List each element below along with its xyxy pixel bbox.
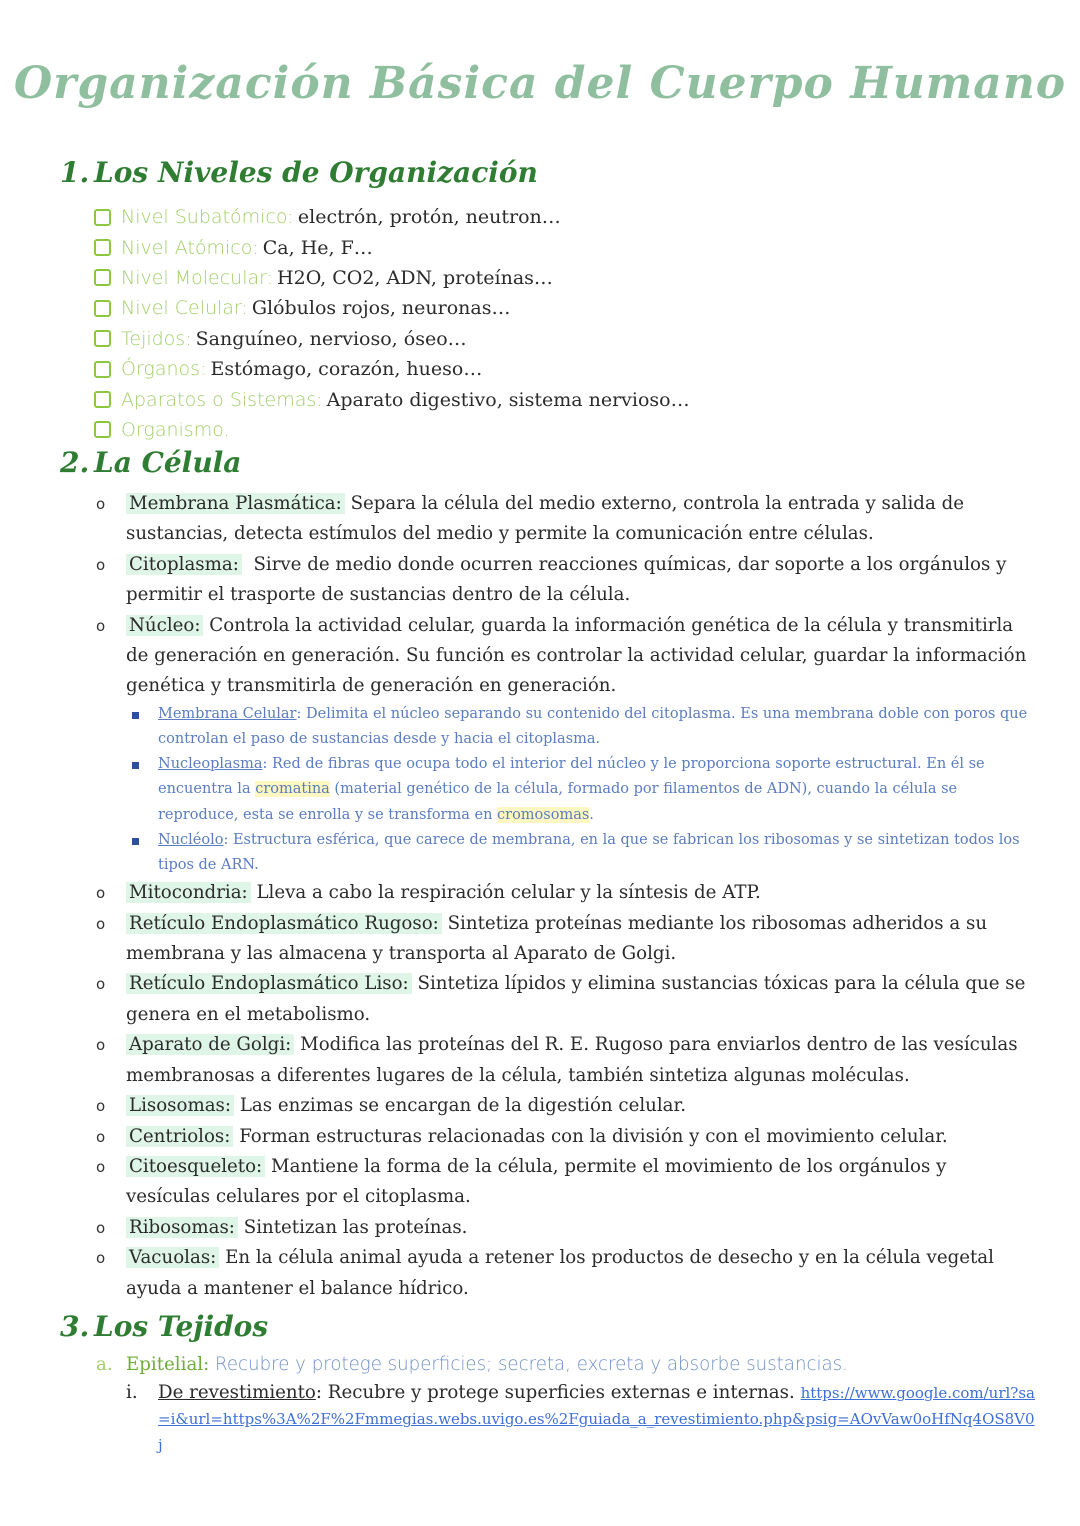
section-title: Los Tejidos xyxy=(94,1310,269,1343)
sub-definition: (material genético de la célula, formado por filamentos de ADN), cuando la célula se reproduce, esta se enrolla y se transforma en xyxy=(158,781,958,823)
bullet-icon: o xyxy=(96,884,106,903)
level-item xyxy=(94,202,690,232)
term: Vacuolas: xyxy=(126,1247,219,1268)
level-name: Nivel Subatómico: xyxy=(121,206,294,229)
square-bullet-icon xyxy=(132,762,139,769)
checkbox[interactable] xyxy=(94,300,111,317)
bullet-icon: o xyxy=(96,555,106,574)
term: Aparato de Golgi: xyxy=(126,1034,294,1055)
level-example: Glóbulos rojos, neuronas… xyxy=(251,297,511,320)
term: Mitocondria: xyxy=(126,882,251,903)
tissues-list xyxy=(96,1350,1036,1458)
term: Retículo Endoplasmático Rugoso: xyxy=(126,913,442,934)
section-heading-2 xyxy=(60,446,241,479)
list-item xyxy=(96,878,1036,908)
sub-item xyxy=(96,702,1036,752)
definition: Modifica las proteínas del R. E. Rugoso para enviarlos dentro de las vesículas membranosas a diferentes lugares de la célula, también sintetiza algunas moléculas. xyxy=(126,1034,1018,1086)
section-heading-3 xyxy=(60,1310,268,1343)
level-item xyxy=(94,293,690,323)
definition: Forman estructuras relacionadas con la división y con el movimiento celular. xyxy=(239,1125,948,1147)
tissue-subname: De revestimiento xyxy=(158,1382,316,1404)
section-title: La Célula xyxy=(94,446,242,479)
list-item xyxy=(96,1243,1036,1304)
square-bullet-icon xyxy=(132,712,139,719)
level-item xyxy=(94,263,690,293)
checkbox[interactable] xyxy=(94,391,111,408)
level-item xyxy=(94,384,690,414)
list-roman: i. xyxy=(126,1382,138,1404)
bullet-icon: o xyxy=(96,1157,106,1176)
term: Retículo Endoplasmático Liso: xyxy=(126,973,412,994)
reference-link[interactable]: https://www.google.com/url?sa=i&url=https%3A%2F%2Fmmegias.webs.uvigo.es%2Fguiada_a_revestimiento.php&psig=AOvVaw0oHfNq4OS8V0j xyxy=(158,1384,1035,1455)
sub-item xyxy=(96,828,1036,878)
page-title: Organización Básica del Cuerpo Humano xyxy=(13,58,1067,109)
level-item xyxy=(94,415,690,445)
level-name: Nivel Molecular: xyxy=(121,266,274,289)
term: Núcleo: xyxy=(126,615,203,636)
level-item xyxy=(94,324,690,354)
checkbox[interactable] xyxy=(94,209,111,226)
sub-term: Nucléolo xyxy=(158,831,224,848)
square-bullet-icon xyxy=(132,838,139,845)
levels-list xyxy=(94,202,690,445)
level-name: Organismo. xyxy=(121,418,230,441)
level-name: Nivel Celular: xyxy=(121,297,248,320)
bullet-icon: o xyxy=(96,1097,106,1116)
cell-list xyxy=(96,489,1036,1304)
checkbox[interactable] xyxy=(94,269,111,286)
checkbox[interactable] xyxy=(94,239,111,256)
tissue-subitem xyxy=(96,1380,1036,1458)
level-example: Sanguíneo, nervioso, óseo… xyxy=(195,327,467,350)
list-item xyxy=(96,611,1036,702)
bullet-icon: o xyxy=(96,914,106,933)
sub-item xyxy=(96,752,1036,828)
sub-term: Nucleoplasma xyxy=(158,756,263,773)
checkbox[interactable] xyxy=(94,421,111,438)
list-item xyxy=(96,1213,1036,1243)
checkbox[interactable] xyxy=(94,361,111,378)
list-item xyxy=(96,1091,1036,1121)
list-item xyxy=(96,1030,1036,1091)
level-name: Órganos: xyxy=(121,358,207,381)
level-item xyxy=(94,232,690,262)
level-name: Nivel Atómico: xyxy=(121,236,259,259)
term: Ribosomas: xyxy=(126,1217,238,1238)
list-item xyxy=(96,1122,1036,1152)
term: Citoesqueleto: xyxy=(126,1156,265,1177)
bullet-icon: o xyxy=(96,1127,106,1146)
bullet-icon: o xyxy=(96,1036,106,1055)
definition: Lleva a cabo la respiración celular y la síntesis de ATP. xyxy=(256,882,761,904)
list-item xyxy=(96,1152,1036,1213)
list-item xyxy=(96,550,1036,611)
sub-definition: . xyxy=(589,806,594,823)
bullet-icon: o xyxy=(96,975,106,994)
list-letter: a. xyxy=(96,1354,113,1375)
level-name: Aparatos o Sistemas: xyxy=(121,388,323,411)
tissue-description: Recubre y protege superficies; secreta, excreta y absorbe sustancias. xyxy=(215,1354,848,1375)
section-heading-1 xyxy=(60,156,538,189)
sub-term: Membrana Celular xyxy=(158,705,297,722)
checkbox[interactable] xyxy=(94,330,111,347)
definition: En la célula animal ayuda a retener los productos de desecho y en la célula vegetal ayuda a mantener el balance hídrico. xyxy=(126,1247,994,1299)
highlight-cromatina: cromatina xyxy=(255,781,330,798)
term: Membrana Plasmática: xyxy=(126,493,345,514)
term: Lisosomas: xyxy=(126,1095,234,1116)
list-item xyxy=(96,909,1036,970)
level-example: electrón, protón, neutron… xyxy=(297,206,561,229)
bullet-icon: o xyxy=(96,1249,106,1268)
term: Centriolos: xyxy=(126,1126,233,1147)
sub-definition: : Red de fibras que ocupa todo el interior del núcleo y le proporciona soporte estructural. En él se encuentra la xyxy=(158,756,985,798)
level-example: Aparato digestivo, sistema nervioso… xyxy=(326,388,690,411)
section-title: Los Niveles de Organización xyxy=(94,156,538,189)
sub-definition: : Delimita el núcleo separando su contenido del citoplasma. Es una membrana doble con poros que controlan el paso de sustancias desde y hacia el citoplasma. xyxy=(158,705,1028,748)
definition: Sintetizan las proteínas. xyxy=(243,1216,468,1238)
tissue-item xyxy=(96,1350,1036,1380)
definition: Sintetiza lípidos y elimina sustancias tóxicas para la célula que se genera en el metabolismo. xyxy=(126,973,1026,1025)
section-number: 1. xyxy=(60,156,90,189)
sub-definition: : Estructura esférica, que carece de membrana, en la que se fabrican los ribosomas y se sintetizan todos los tipos de ARN. xyxy=(158,831,1020,874)
level-name: Tejidos: xyxy=(121,327,192,350)
definition: Sirve de medio donde ocurren reacciones químicas, dar soporte a los orgánulos y permitir el trasporte de sustancias dentro de la célula. xyxy=(126,553,1007,606)
definition: Sintetiza proteínas mediante los ribosomas adheridos a su membrana y las almacena y transporta al Aparato de Golgi. xyxy=(126,912,988,965)
section-number: 2. xyxy=(60,446,90,479)
bullet-icon: o xyxy=(96,1218,106,1237)
bullet-icon: o xyxy=(96,616,106,635)
level-example: Ca, He, F… xyxy=(262,236,373,259)
level-item xyxy=(94,354,690,384)
highlight-cromosomas: cromosomas xyxy=(497,806,590,823)
definition: Separa la célula del medio externo, controla la entrada y salida de sustancias, detecta estímulos del medio y permite la comunicación entre células. xyxy=(126,493,964,545)
level-example: Estómago, corazón, hueso… xyxy=(210,358,483,381)
list-item xyxy=(96,969,1036,1030)
tissue-subdescription: : Recubre y protege superficies externas e internas. xyxy=(315,1382,795,1404)
level-example: H2O, CO2, ADN, proteínas… xyxy=(277,266,553,289)
definition: Las enzimas se encargan de la digestión celular. xyxy=(239,1095,686,1117)
tissue-name: Epitelial: xyxy=(126,1354,210,1375)
section-number: 3. xyxy=(60,1310,90,1343)
list-item xyxy=(96,489,1036,550)
bullet-icon: o xyxy=(96,495,106,513)
term: Citoplasma: xyxy=(126,554,242,575)
definition: Mantiene la forma de la célula, permite el movimiento de los orgánulos y vesículas celulares por el citoplasma. xyxy=(126,1155,947,1208)
definition: Controla la actividad celular, guarda la información genética de la célula y transmitirla de generación en generación. Su función es controlar la actividad celular, guardar la información genética y transmitirla de generación en generación. xyxy=(126,614,1027,697)
